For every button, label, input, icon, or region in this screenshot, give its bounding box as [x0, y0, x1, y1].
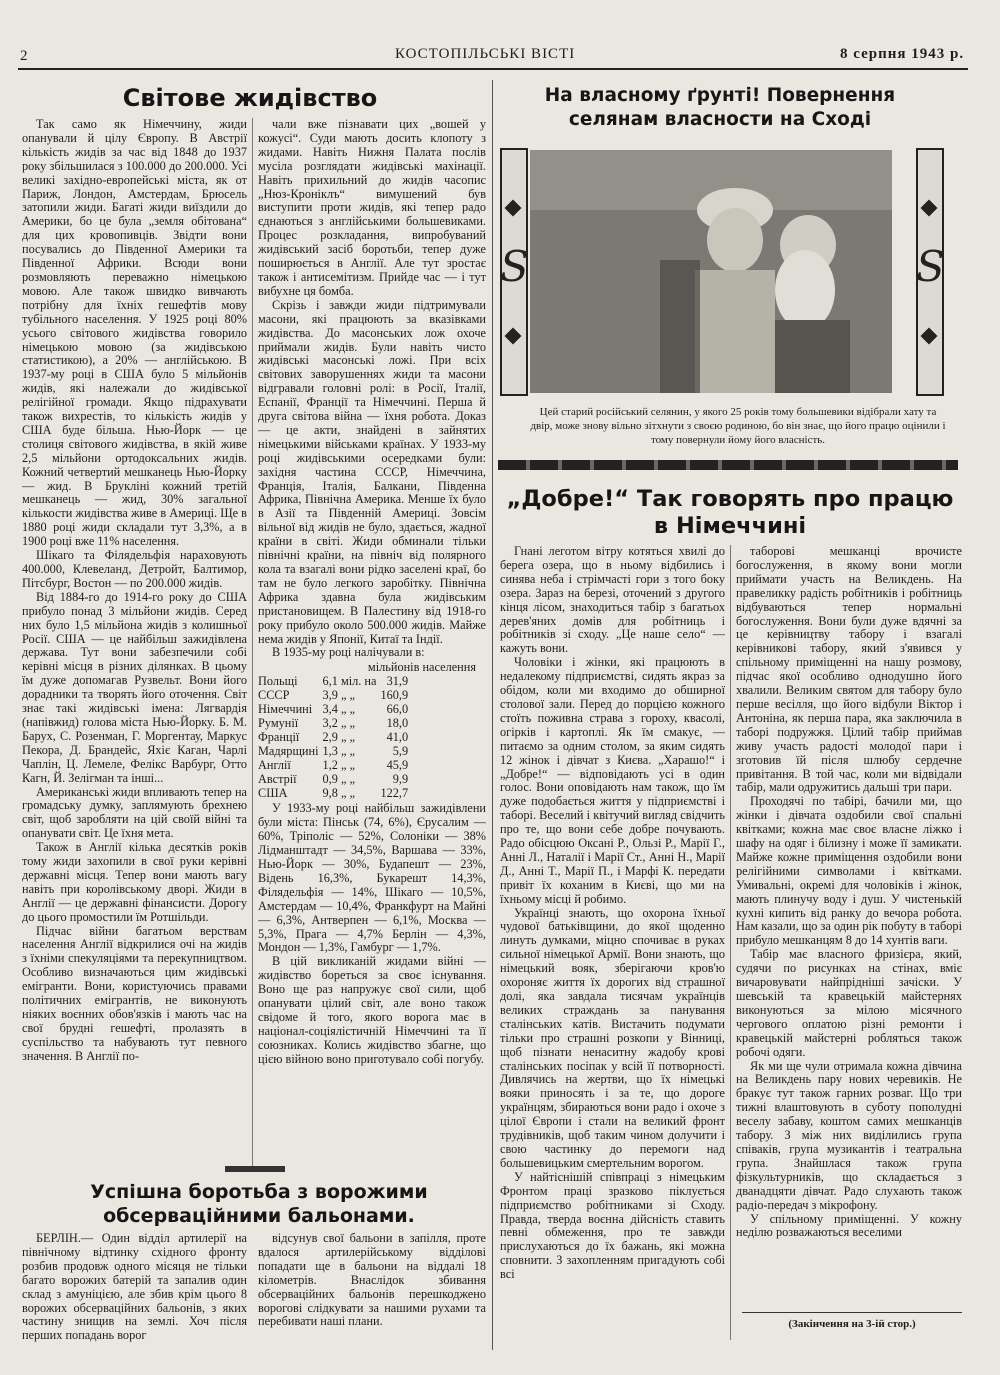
diamond-ornament-icon: [921, 200, 938, 217]
stats-cell-pop: 122,7: [380, 786, 409, 801]
stats-cell-pop: 45,9: [386, 758, 409, 773]
diamond-ornament-icon: [505, 200, 522, 217]
paragraph: Також в Англії кілька десятків років тому жиди захопили в свої руки керівні державні місця. Тепер вони мають вагу навіть при королівському дворі. Жиди в Англії — це державні фінансисти. Дорогу до цього промостили їм Ротшільди.: [22, 840, 247, 924]
stats-cell-country: США: [258, 786, 288, 801]
jewish-population-table: [258, 660, 486, 800]
continuation-rule: [742, 1312, 962, 1313]
paragraph: Від 1884-го до 1914-го року до США прибуло понад 3 мільйони жидів. Серед них було 1,5 мільйона жидів з колишньої Росії. США — це найбільш зажидівлена держава. Тут вони забезпечили собі керівні місця в різних ділянках. В цьому їм дуже допомагав Рузвельт. Вони його дорадники та творять його оточення. Світ знає такі жидівські імена: Лягвардія (напівжид) голова міста Нью-Йорку. Б. М. Барух, С. Розенман, Г. Моргентау, Маркус Пекора, Д. Брандейс, Яхіє Каган, Чарлі Чаплін, Ц. Лемеле, Фелікс Варбург, Отто Кагн, Й. Зелігман та інші...: [22, 589, 247, 785]
paragraph: Гнані леготом вітру котяться хвилі до берега озера, що в ньому відбились і синява неба і стрімчасті гори з того боку озера. Зараз на березі, оточений з другого кінця лісом, знаходиться табір з багатьох дерев'яних домів для робітниць і робітників зі сходу. „Це наше село“ — кажуть вони.: [500, 545, 725, 656]
article2-column-1: [22, 1232, 247, 1342]
section-divider-bar: [498, 460, 958, 470]
stats-row: [258, 772, 412, 786]
stats-cell-country: Польщі: [258, 674, 298, 689]
photo-right-ornament: [916, 148, 944, 396]
stats-cell-country: СССР: [258, 688, 290, 703]
article4-column-2: [736, 545, 962, 1315]
photo-caption: Цей старий російський селянин, у якого 25 років тому большевики відібрали хату та двір, може знову вільно зітхнути з своєю родиною, бо він знає, що його працю оцінили і тому повернули йому його власність.: [530, 406, 946, 446]
paragraph: Американські жиди впливають тепер на громадську думку, заплямують брехнею світ, щоб заробляти на цій своїй війні та опанувати світ. Це їхня мета.: [22, 784, 247, 841]
continued-note: (Закінчення на 3-ій стор.): [788, 1318, 916, 1330]
newspaper-name: КОСТОПІЛЬСЬКІ ВІСТІ: [395, 46, 576, 62]
peasants-photo: [530, 150, 892, 393]
stats-cell-jews: 3,2 „ „: [322, 716, 355, 731]
paragraph: Шікаго та Філядельфія нараховують 400.000, Клевеланд, Детройт, Балтимор, Пітсбург, Востон — по 200.000 жидів.: [22, 548, 247, 590]
paragraph: Чоловіки і жінки, які працюють в недалекому підприємстві, сидять якраз за обідом, коли ми входимо до обширної столової зали. Перед до порцією кожного стоїть поживна страва з гороху, квасолі, огірків і картоплі. Як їм смакує, — питаємо за одним столом, за яким сидять 12 жінок і дівчат з Києва. „Харашо!“ і „Добре!“ — відповідають усі в один голос. Вони оповідають нам також, що їм дуже подобається життя у підприємстві і таборі. Веселий і квітучий вигляд свідчить про те, що вони себе добре почувають. Радо обісцюю Оксані Р., Ользі Р., Марії Г., Анні Л., Наталії і Марії Ст., Анні Н., Марії Д., Анні Т., Марії П., і Марфі К. передати привіт їх коханим в Києві, що ми на їхньому місці й робимо.: [500, 655, 725, 906]
stats-row: [258, 702, 412, 716]
stats-cell-country: Румунії: [258, 716, 299, 731]
stats-cell-country: Австрії: [258, 772, 297, 787]
stats-row: [258, 674, 412, 688]
table-header: мільйонів населення: [367, 660, 476, 675]
stats-row: [258, 744, 412, 758]
header-rule: [18, 68, 968, 70]
stats-cell-country: Німеччині: [258, 702, 313, 717]
article-title-good-work: „Добре!“ Так говорять про працю в Німеччині: [506, 486, 954, 539]
stats-row: [258, 730, 412, 744]
paragraph: Так само як Німеччину, жиди опанували й цілу Європу. В Австрії кількість жидів за час від 1848 до 1937 року збільшилася з 100.000 до 200.000. Усі великі західно-европейські міста, як от Париж, Лондон, Амстердам, Брюсель затопили жиди. Багаті жиди виїздили до Америки, бо це була „земля обітована“ для цих кровопивців. Звідти вони посувались до Південної Америки та Південної Африки. Всюди вони розмовляють переважно німецькою мовою. Але також швидко вивчають потрібну для їхніх гешефтів мову тубільного населення. У 1925 році 80% усього світового жидівства говорило німецькою мовою (за жидівською статистикою), а 20% — англійською. В 1937-му році в США було 5 мільйонів жидів, які належали до жидівської релігійної громади. Якщо підрахувати також вихрестів, то кількість жидів у США буде більша. Нью-Йорк — це столиця світового жидівства, в якій живе 2,5 мільйони ортодоксальних жидів. Кожний четвертий мешканець Нью-Йорку — жид. В Брукліні кожний третій мешканець — жид, 30% загальної кількости жидівства живе в Америці. Ще в 1880 році жиди складали тут 3,3%, а в 1900 році вже 11% населення.: [22, 118, 247, 549]
paragraph: Табір має власного фризієра, який, судячи по рисунках на стінах, вміє вичаровувати найпрідніші зачіски. У шевській та кравецькій майстернях виконуються за мілою місячного чергового оплатою різні ремонти і кравецькій майстерні робляться також робочі одяги.: [736, 947, 962, 1059]
paragraph: У спільному приміщенні. У кожну неділю розважаються веселими: [736, 1211, 962, 1240]
paragraph: В цій викликаній жидами війні — жидівство бореться за своє існування. Воно ще раз напружує свої сили, щоб опанувати цілий світ, але воно також свідоме й того, якого ворога має в націонал-соціялістичній Німеччині та її союзниках. Колись жидівство збагне, що цією війною воно приготувало собі погубу.: [258, 954, 486, 1066]
page-number: 2: [20, 48, 29, 64]
stats-cell-pop: 160,9: [380, 688, 409, 703]
stats-cell-jews: 3,4 „ „: [322, 702, 355, 717]
article-title-world-jewry: Світове жидівство: [122, 84, 378, 112]
paragraph: БЕРЛІН.— Один відділ артилерії на північному відтинку східного фронту розбив продовж одного місяця не тільки багато ворожих батерій та запалив один склад з амуніцією, але збив крім цього 8 ворожих обсерваційних бальонів, з яких частину знищив на землі. Хоч після перших попадань ворог: [22, 1232, 247, 1342]
stats-cell-pop: 18,0: [386, 716, 409, 731]
paragraph: Скрізь і завжди жиди підтримували масони, які працюють за вказівками жидівства. До масонських лож охоче приймали жидів. Були навіть чисто жидівські масонські ложі. При всіх світових заворушеннях жиди та масони відгравали головні ролі: в Росії, Італії, Еспанії, Франції та Німеччині. Перша й друга світова війна — їхня робота. Доказ — це акти, знайдені в зайнятих німецькими військами країнах. У 1933-му році жидівськими осередками були: західня частина СССР, Німеччина, Франція, Італія, Балкани, Південна Африка, Північна Америка. Менше їх було в Азії та Південній Америці. Зовсім вільної від жидів не було, здається, жадної країни в світі. Жиди обминали тільки північні країни, на північ від полярного кола та взагалі вони рідко заселені краї, бо там не було легкого заробітку. Північна Африка здавна була жидівським пристановищем. В Палестину від 1918-го року прибуло около 500.000 жидів. Майже нема жидів у Японії, Китаї та Індії.: [258, 297, 486, 646]
article1-column-2: [258, 118, 486, 1170]
paragraph: У найтіснішій співпраці з німецьким Фронтом праці зразково піклується підприємство робітниками зі Сходу. Правда, тверда воєнна дійсність ставить певні обмеження, про те завжди прислухаються до їх бажань, які можна сповнити. З захопленням пригадують собі всі: [500, 1169, 725, 1282]
diamond-ornament-icon: [921, 328, 938, 345]
photo-left-ornament: [500, 148, 528, 396]
article1-column-1: [22, 118, 247, 1170]
article-title-balloons: Успішна боротьба з ворожими обсерваційними бальонами.: [90, 1181, 428, 1227]
stats-cell-pop: 66,0: [386, 702, 409, 717]
article4-column-1: [500, 545, 725, 1340]
issue-date: 8 серпня 1943 р.: [840, 46, 965, 62]
paragraph: Українці знають, що охорона їхньої чудової батьківщини, до якої щоденно линуть думками, міцно спочиває в руках сильної німецької Армії. Вони знають, що німецький вояк, зберігаючи кров'ю охороняє життя їх дорогих від страшної долі, яка завдала тисячам українців великих страждань за панування сталінських катів. Вистачить подумати тільки про страшні розкопи у Вінниці, щоб пізнати ненаситну жадобу крові сталінських посіпак у всій її потворності. Дивлячись на жертви, що їх німецькі вояки приносять і за те, що дороге українцям, збираються вони радо і охоче з цілої Європи і стали на великий фронт трудівників, щоб таким чином долучити і свою частинку до перемоги над большевицьким смертельним ворогом.: [500, 905, 725, 1170]
stats-cell-jews: 6,1 міл. на: [322, 674, 377, 689]
stats-cell-jews: 1,3 „ „: [322, 744, 355, 759]
paragraph: Підчас війни багатьом верствам населення Англії відкрилися очі на жидів з їхніми спекуляціями та перекупництвом. Особливо визначаються цим жидівські емігранти. Вони, користуючись правами політичних емігрантів, не виконують ніяких воєнних обов'язків і мають час на свої брудні гешефті, пролазять в суспільство та набувають тут певного значення. В Англії по-: [22, 923, 247, 1063]
scroll-ornament-icon: S: [500, 242, 529, 291]
paragraph: чали вже пізнавати цих „вошей у кожусі“. Суди мають досить клопоту з жидами. Навіть Нижня Палата послів мусіла розглядати жидівські махінації. Навіть прихильний до жидів часопис „Нюз-Кроніклъ“ вимушений був виступити проти жидів, які тепер радо єднаються з англійськими большевиками. Процес розкладання, випробуваний жидівський засіб боротьби, тепер дуже поширюється в Англії. Але тут зростає також і антисемітизм. Прийде час — і тут вибухне ця бомба.: [258, 118, 486, 298]
peasants-illustration: [530, 150, 892, 393]
stats-row: [258, 786, 412, 800]
page-column-divider: [492, 80, 493, 1350]
stats-cell-pop: 5,9: [392, 744, 409, 759]
column-divider: [252, 118, 253, 1168]
paragraph: В 1935-му році налічували в:: [272, 645, 425, 660]
section-divider: [225, 1166, 285, 1172]
stats-cell-jews: 0,9 „ „: [322, 772, 355, 787]
article2-column-2: [258, 1232, 486, 1342]
stats-cell-country: Англії: [258, 758, 291, 773]
paragraph: Як ми ще чули отримала кожна дівчина на Великдень пару нових черевиків. Не бракує тут також гарних розваг. Що три тижні влаштовують в суботу пополудні веселу забаву, коштом самих мешканців табору. З між них виділились група співаків, група музикантів і театральна група. Знайшлася також група фізкультурників, що складається з дванадцяти дівчат. Радо слухають також радіо-передач з мікрофону.: [736, 1058, 962, 1212]
paragraph: У 1933-му році найбільш зажидівлени були міста: Пінськ (74, 6%), Єрусалим — 60%, Тріполіс — 52%, Солоніки — 38% Лідманштадт — 34,5%, Варшава — 33%, Нью-Йорк — 30%, Будапешт — 23%, Відень 16,3%, Букарешт 14,3%, Філядельфія — 14%, Шікаго — 10,5%, Амстердам — 10,4%, Франкфурт на Майні — 6,3%, Антверпен — 6,1%, Москва — 5,3%, Прага — 4,7% Берлін — 4,3%, Мондон — 1,3%, Гамбург — 1,7%.: [258, 801, 486, 955]
stats-cell-jews: 1,2 „ „: [322, 758, 355, 773]
scroll-ornament-icon: S: [916, 242, 945, 291]
stats-cell-pop: 9,9: [392, 772, 409, 787]
paragraph: Проходячі по табірі, бачили ми, що жінки і дівчата оздобили свої спальні квітками; кожна має своє власне ліжко і шафу на одяг і білизну і може її замикати. Майже кожне приміщення оздобили вони релігійними символами і квітками. Умивальні, окремі для чоловіків і жінок, мають плинучу воду і душ. У чистенькій кухні кипить від ранку до вечора робота. Нам казали, що за один рік побуту в таборі прибуло мешканцям 8 до 14 хунтів ваги.: [736, 794, 962, 948]
stats-row: [258, 688, 412, 702]
stats-cell-pop: 31,9: [386, 674, 409, 689]
stats-cell-jews: 2,9 „ „: [322, 730, 355, 745]
article-title-land-return: На власному ґрунті! Повернення селянам власности на Сході: [544, 85, 896, 130]
stats-row: [258, 758, 412, 772]
stats-cell-country: Франції: [258, 730, 300, 745]
stats-row: [258, 716, 412, 730]
stats-cell-country: Мадярщині: [258, 744, 319, 759]
stats-cell-pop: 41,0: [386, 730, 409, 745]
paragraph: відсунув свої бальони в запілля, проте вдалося артилерійському відділові попадати ще в бальони на віддалі 18 кілометрів. Внаслідок збивання обсерваційних бальонів перешкоджено ворогові слідкувати за нашими рухами та перебивати наші плани.: [258, 1232, 486, 1329]
diamond-ornament-icon: [505, 328, 522, 345]
stats-cell-jews: 9,8 „ „: [322, 786, 355, 801]
column-divider: [730, 545, 731, 1340]
stats-cell-jews: 3,9 „ „: [322, 688, 355, 703]
paragraph: таборові мешканці врочисте богослуження, в якому вони могли приймати участь на Великдень. На правеликку радість робітників і робітниць відбуваються тепер нормальні богослуження. Вони були дуже вдячні за це керівництву табору і взагалі керівникові табору, який з'явився у спільному приміщенні на нашу розмову, підчас якої особливо однодушно його хвалили. Великим святом для табору було перше весілля, що його відбули Віктор і Антоніна, як перша пара, яка заключила в таборі подружжя. Цілий табір приймав живу участь радості молодої пари і зготовив їй після шлюбу сердечне привітання. В той час, коли ми відвідали табір, мали одружитись дальші три пари.: [736, 545, 962, 795]
